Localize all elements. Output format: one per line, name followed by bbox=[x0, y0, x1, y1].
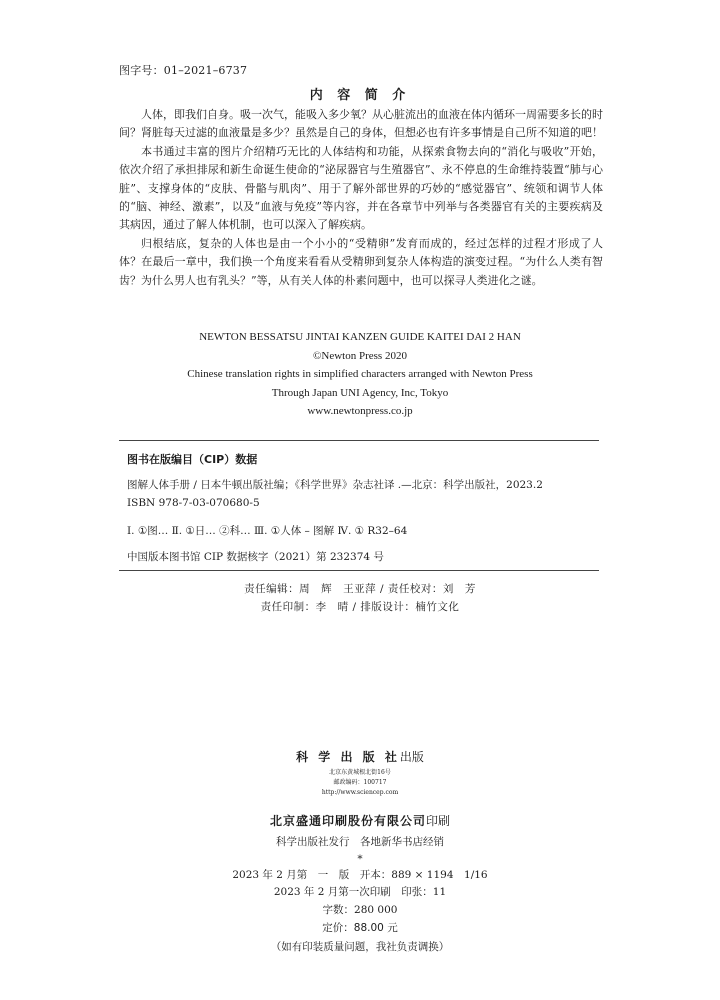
quality-notice: （如有印装质量问题，我社负责调换） bbox=[270, 941, 450, 953]
staff-line: 责任印制：李 晴 / 排版设计：楠竹文化 bbox=[260, 601, 460, 613]
cip-classification: Ⅰ. ①图… Ⅱ. ①日… ②科… Ⅲ. ①人体 – 图解 Ⅳ. ① R32–64 bbox=[127, 525, 408, 537]
cip-isbn: ISBN 978-7-03-070680-5 bbox=[127, 497, 260, 509]
staff-line: 责任编辑：周 辉 王亚萍 / 责任校对：刘 芳 bbox=[244, 583, 476, 595]
price-value: 88.00 元 bbox=[353, 922, 398, 934]
printer-suffix: 印刷 bbox=[426, 814, 451, 828]
summary-title: 内 容 简 介 bbox=[309, 88, 411, 103]
price bbox=[0, 920, 720, 935]
edition-line: 2023 年 2 月第 一 版 开本：889 × 1194 1/16 bbox=[232, 869, 488, 881]
cip-top-divider bbox=[119, 440, 599, 441]
rights-line: Through Japan UNI Agency, Inc, Tokyo bbox=[271, 386, 449, 399]
publisher-url: http://www.sciencep.com bbox=[321, 789, 399, 796]
word-count: 字数：280 000 bbox=[322, 904, 398, 916]
separator-star: * bbox=[357, 853, 363, 865]
distribution-line: 科学出版社发行 各地新华书店经销 bbox=[276, 836, 444, 848]
cip-bottom-divider bbox=[119, 570, 599, 571]
rights-line: Chinese translation rights in simplified characters arranged with Newton Press bbox=[187, 368, 533, 381]
cip-heading: 图书在版编目（CIP）数据 bbox=[127, 453, 258, 466]
summary-paragraph: 本书通过丰富的图片介绍精巧无比的人体结构和功能，从探索食物去向的“消化与吸收”开始，依次介绍了承担排尿和新生命诞生使命的“泌尿器官与生殖器官”、永不停息的生命维持装置“肺与心脏”、支撑身体的“皮肤、骨骼与肌肉”、用于了解外部世界的巧妙的“感觉器官”、统领和调节人体的“脑、神经、激素”，以及“血液与免疫”等内容，并在各章节中列举与各类器官有关的主要疾病及其病因，通过了解人体机制，也可以深入了解疾病。 bbox=[119, 144, 603, 232]
registration-number: 图字号：01–2021–6737 bbox=[119, 64, 248, 77]
rights-line: ©Newton Press 2020 bbox=[313, 349, 407, 362]
rights-block bbox=[0, 328, 720, 421]
rights-line: NEWTON BESSATSU JINTAI KANZEN GUIDE KAITEI DAI 2 HAN bbox=[199, 331, 521, 343]
publisher-postcode: 邮政编码：100717 bbox=[333, 779, 387, 786]
cip-line: 图解人体手册 / 日本牛顿出版社编；《科学世界》杂志社译 .—北京：科学出版社，2023.2 bbox=[127, 479, 543, 491]
publisher-suffix: 出版 bbox=[399, 750, 424, 764]
printer-block bbox=[0, 812, 720, 829]
rights-url: www.newtonpress.co.jp bbox=[307, 405, 413, 418]
publisher-name: 科 学 出 版 社 bbox=[296, 750, 400, 764]
publisher-address: 北京东黄城根北街16号 bbox=[329, 769, 391, 776]
price-label: 定价： bbox=[322, 922, 354, 934]
summary-paragraph: 人体，即我们自身。吸一次气，能吸入多少氧？从心脏流出的血液在体内循环一周需要多长的时间？肾脏每天过滤的血液量是多少？虽然是自己的身体，但想必也有许多事情是自己所不知道的吧！ bbox=[119, 108, 603, 140]
publisher-block bbox=[0, 748, 720, 798]
summary-paragraph: 归根结底，复杂的人体也是由一个小小的“受精卵”发育而成的，经过怎样的过程才形成了人体？在最后一章中，我们换一个角度来看看从受精卵到复杂人体构造的演变过程。“为什么人类有智齿？为什么男人也有乳头？”等，从有关人体的朴素问题中，也可以探寻人类进化之谜。 bbox=[119, 236, 603, 287]
summary-body bbox=[119, 106, 603, 290]
print-line: 2023 年 2 月第一次印刷 印张：11 bbox=[273, 886, 447, 898]
cip-record: 中国版本图书馆 CIP 数据核字（2021）第 232374 号 bbox=[127, 551, 384, 563]
printer-name: 北京盛通印刷股份有限公司 bbox=[269, 814, 426, 828]
